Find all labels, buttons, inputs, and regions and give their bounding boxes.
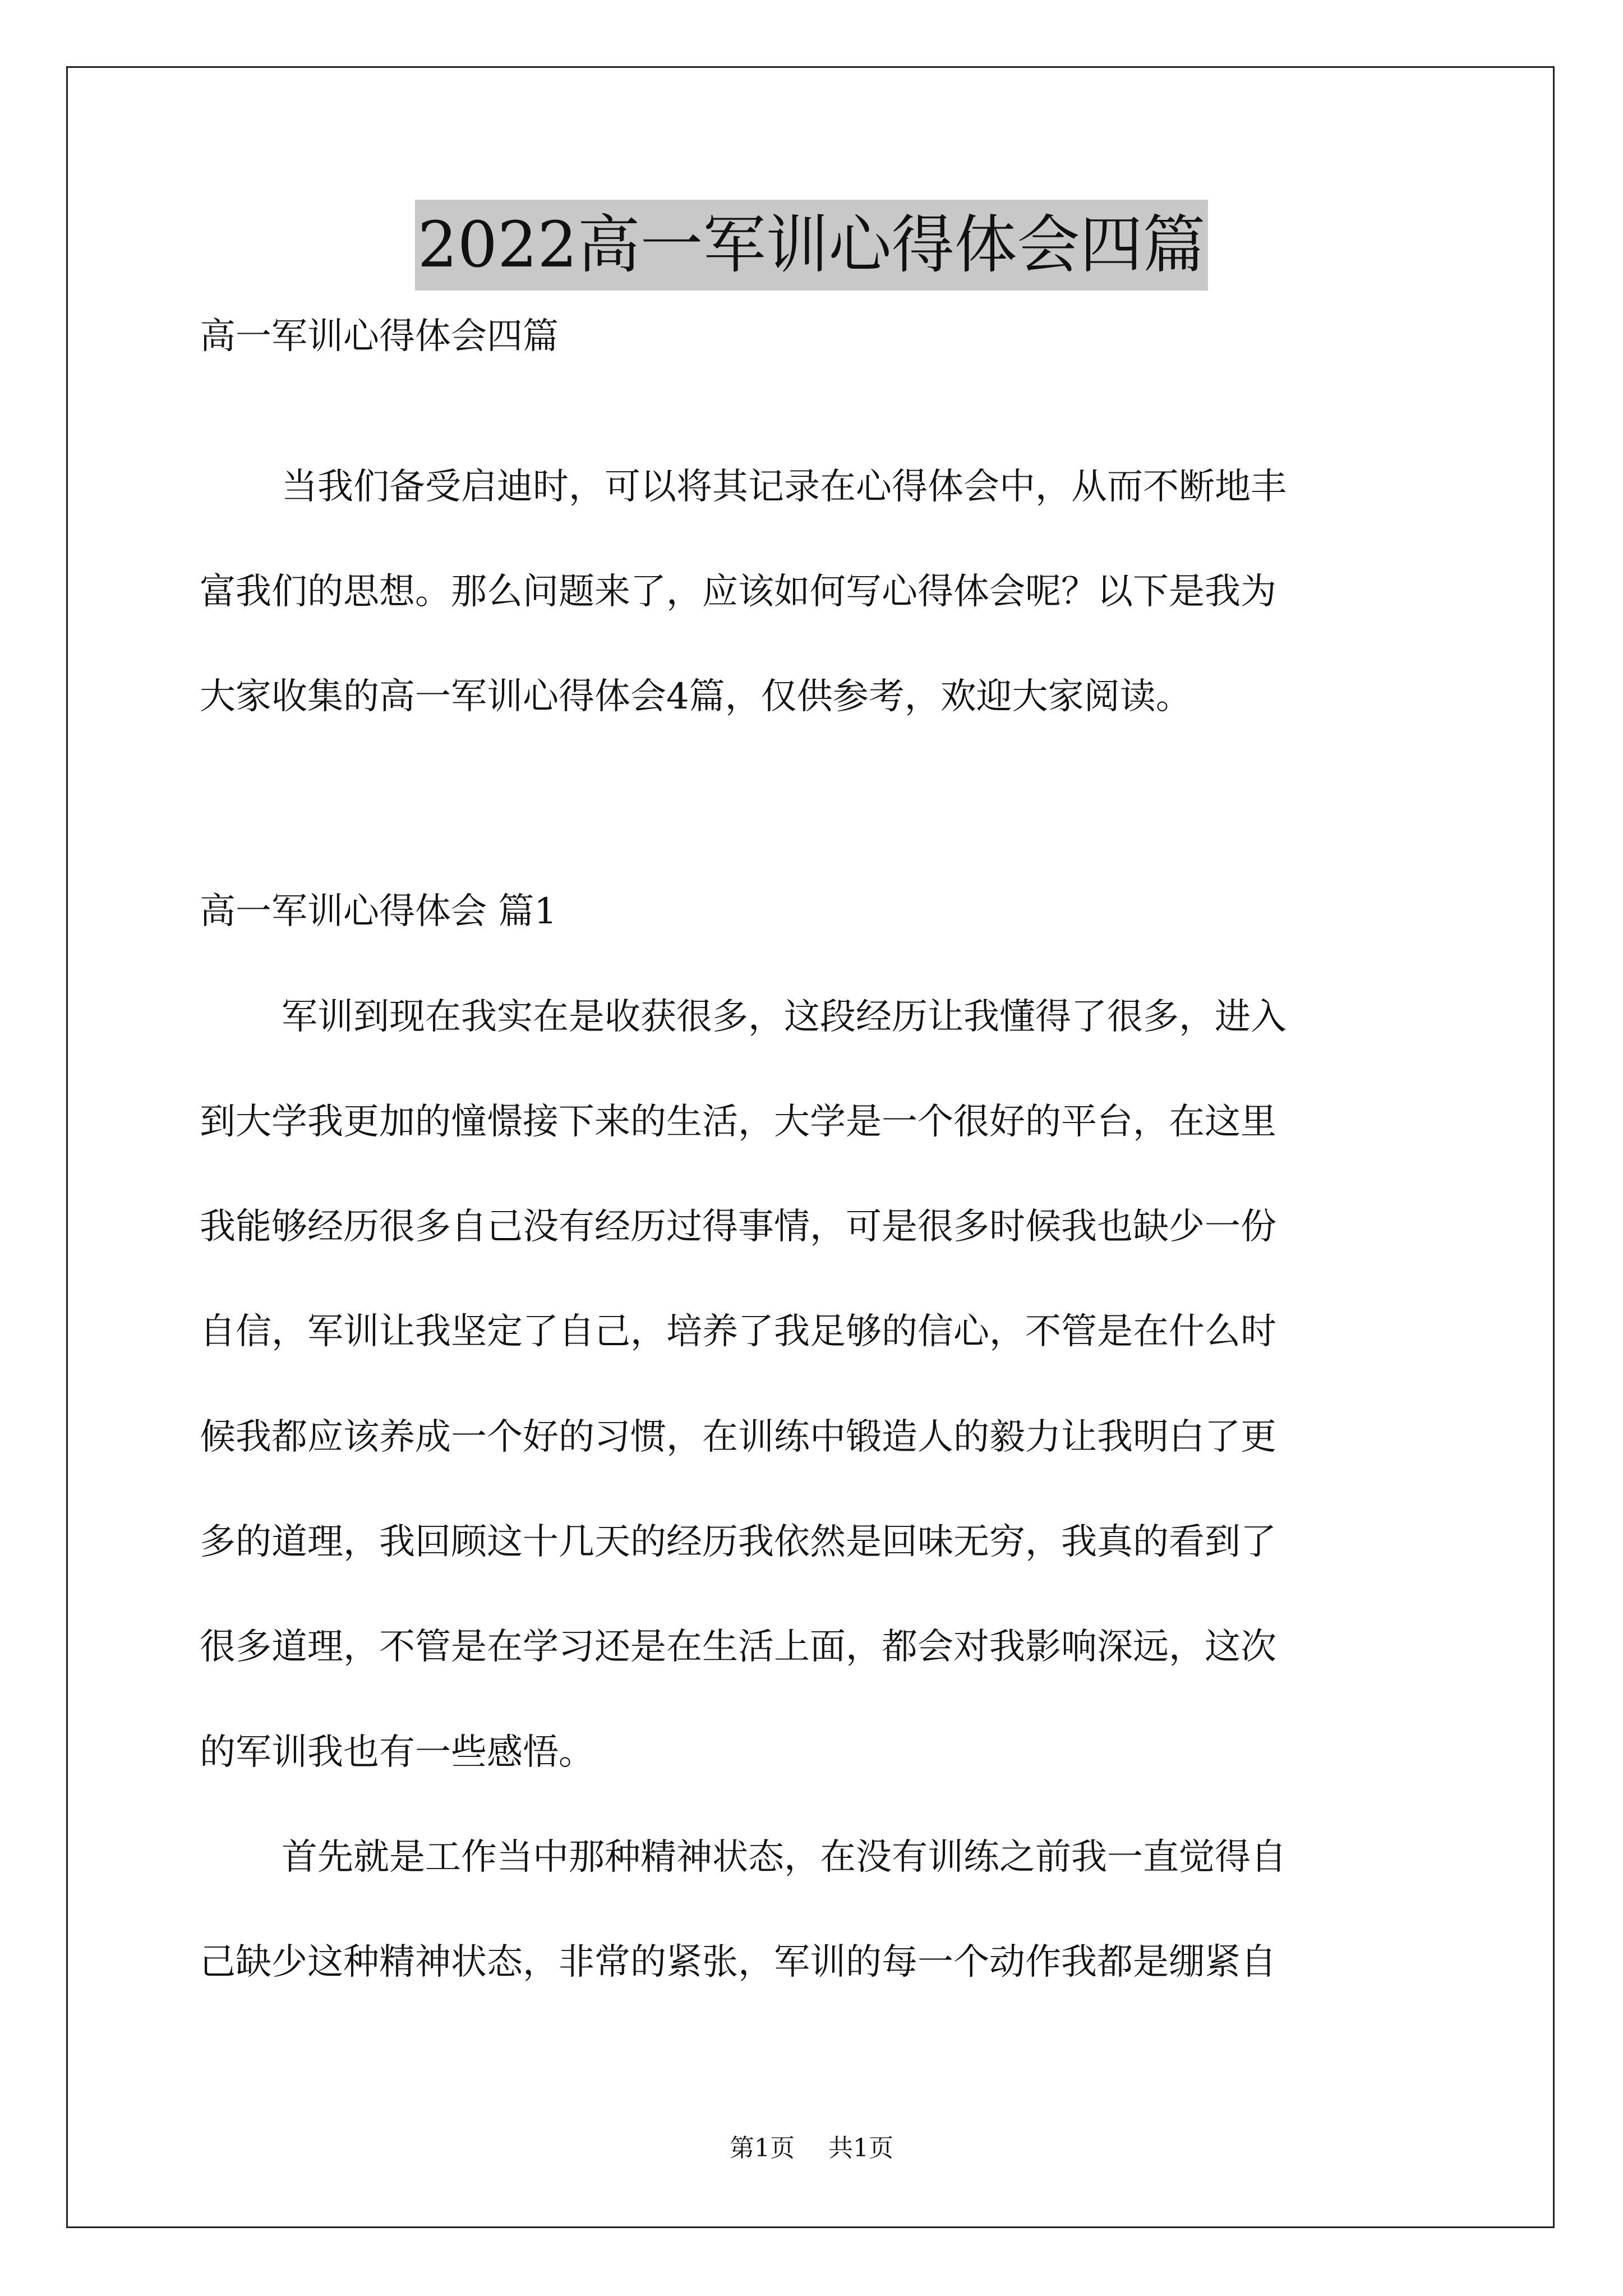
- paragraph-line: 的军训我也有一些感悟。: [200, 1732, 594, 1773]
- paragraph-line: 自信，军训让我坚定了自己，培养了我足够的信心，不管是在什么时: [200, 1311, 1276, 1352]
- document-title: 2022高一军训心得体会四篇: [415, 200, 1207, 291]
- paragraph-line: 己缺少这种精神状态，非常的紧张，军训的每一个动作我都是绷紧自: [200, 1941, 1276, 1983]
- title-container: [0, 200, 1623, 291]
- page-footer: [0, 2132, 1623, 2165]
- page-border: [66, 66, 1555, 2228]
- page-number: 第1页: [730, 2134, 795, 2162]
- document-subtitle: 高一军训心得体会四篇: [200, 316, 559, 357]
- section-heading: 高一军训心得体会 篇1: [200, 891, 557, 932]
- paragraph-line: 到大学我更加的憧憬接下来的生活，大学是一个很好的平台，在这里: [200, 1101, 1276, 1143]
- paragraph-line: 我能够经历很多自己没有经历过得事情，可是很多时候我也缺少一份: [200, 1206, 1276, 1248]
- paragraph-line: 多的道理，我回顾这十几天的经历我依然是回味无穷，我真的看到了: [200, 1521, 1276, 1563]
- paragraph-line: 首先就是工作当中那种精神状态，在没有训练之前我一直觉得自: [282, 1837, 1287, 1878]
- page-total: 共1页: [828, 2134, 893, 2162]
- paragraph-line: 很多道理，不管是在学习还是在生活上面，都会对我影响深远，这次: [200, 1626, 1276, 1668]
- paragraph-line: 候我都应该养成一个好的习惯，在训练中锻造人的毅力让我明白了更: [200, 1416, 1276, 1458]
- intro-line-2: 富我们的思想。那么问题来了，应该如何写心得体会呢？以下是我为: [200, 571, 1276, 613]
- intro-line-3: 大家收集的高一军训心得体会4篇，仅供参考，欢迎大家阅读。: [200, 676, 1192, 717]
- paragraph-line: 军训到现在我实在是收获很多，这段经历让我懂得了很多，进入: [282, 996, 1287, 1038]
- intro-line-1: 当我们备受启迪时，可以将其记录在心得体会中，从而不断地丰: [282, 466, 1287, 508]
